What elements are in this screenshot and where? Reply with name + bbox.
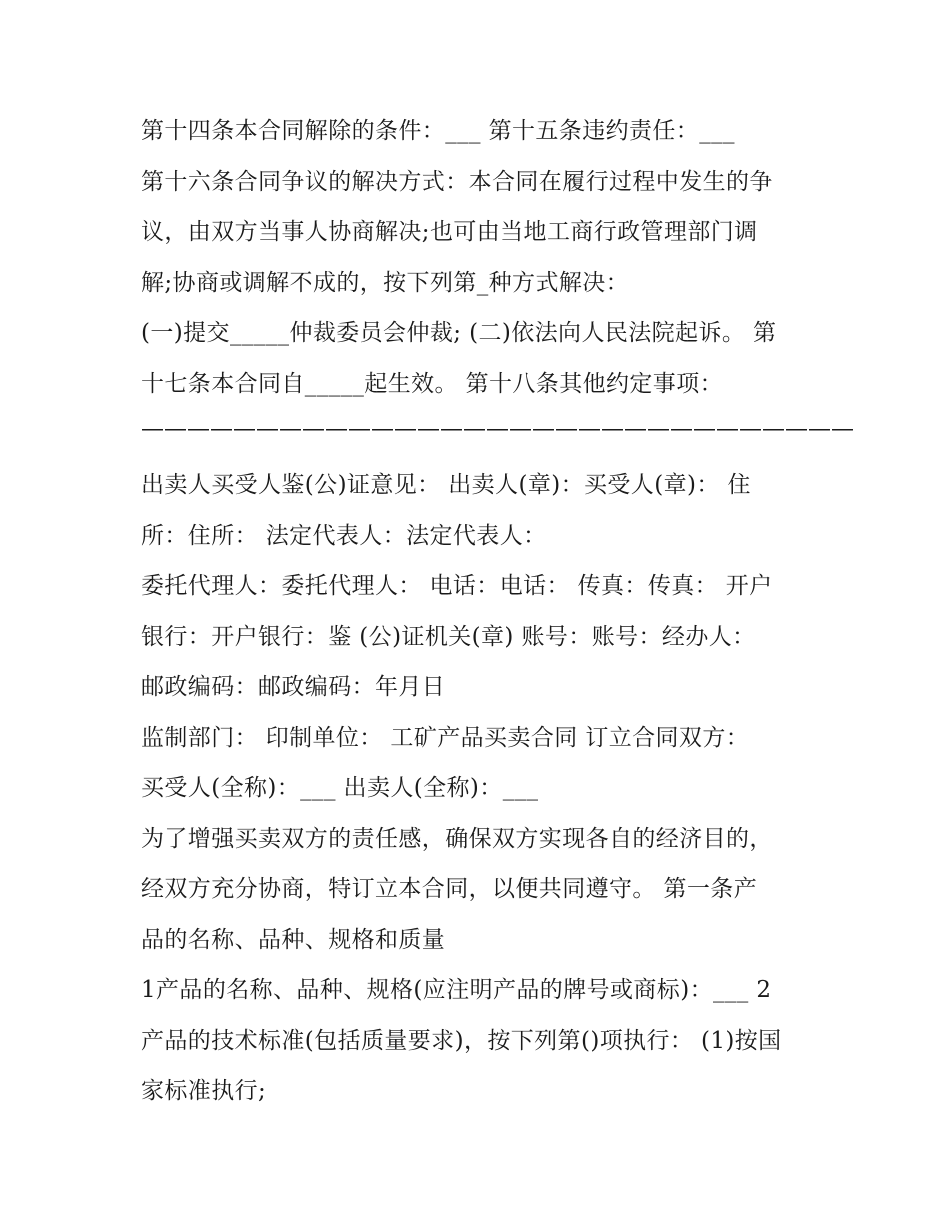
text-line: 第十六条合同争议的解决方式：本合同在履行过程中发生的争 xyxy=(141,168,773,195)
text-line: 经双方充分协商，特订立本合同，以便共同遵守。 第一条产 xyxy=(141,876,758,902)
text-line: 出卖人买受人鉴(公)证意见： 出卖人(章)：买受人(章)： 住 xyxy=(141,472,751,498)
document-body xyxy=(141,106,854,1117)
text-line: 第十四条本合同解除的条件：___ 第十五条违约责任：___ xyxy=(141,118,735,144)
text-line: 为了增强买卖双方的责任感，确保双方实现各自的经济目的， xyxy=(141,825,773,852)
text-line: 家标准执行; xyxy=(141,1078,267,1104)
text-line: 所：住所： 法定代表人：法定代表人： xyxy=(141,522,547,549)
text-line: 1产品的名称、品种、规格(应注明产品的牌号或商标)：___ 2 xyxy=(141,977,772,1003)
text-line: 邮政编码：邮政编码：年月日 xyxy=(141,674,446,700)
text-line: 解;协商或调解不成的，按下列第_种方式解决： xyxy=(141,269,630,296)
text-line: 银行：开户银行：鉴 (公)证机关(章) 账号：账号：经办人： xyxy=(141,623,756,650)
text-line: 议，由双方当事人协商解决;也可由当地工商行政管理部门调 xyxy=(141,219,758,245)
text-line: 品的名称、品种、规格和质量 xyxy=(141,926,446,953)
text-line: 委托代理人：委托代理人： 电话：电话： 传真：传真： 开户 xyxy=(141,573,773,599)
text-line: 监制部门： 印制单位： 工矿产品买卖合同 订立合同双方： xyxy=(141,724,750,751)
text-line: 产品的技术标准(包括质量要求)，按下列第()项执行： (1)按国 xyxy=(141,1027,782,1054)
text-line: 十七条本合同自_____起生效。 第十八条其他约定事项： xyxy=(141,370,724,397)
separator-dash-line: ——————————————————————————————— xyxy=(141,416,854,442)
text-line: 买受人(全称)：___ 出卖人(全称)：___ xyxy=(141,775,539,801)
text-line: (一)提交_____仲裁委员会仲裁; (二)依法向人民法院起诉。 第 xyxy=(141,320,777,346)
